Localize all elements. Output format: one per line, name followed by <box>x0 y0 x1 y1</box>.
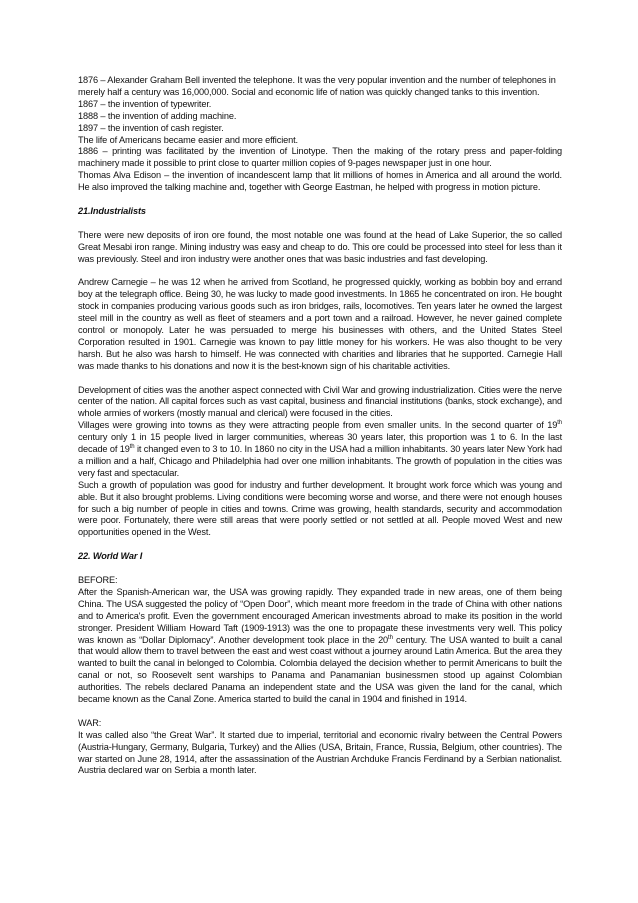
before-text-a: After the Spanish-American war, the USA was growing rapidly. They expanded trade in new areas, one of them being China. The USA suggested the policy of “Open Door”, which meant more freedom in the trade of China with other nations and to America's profit. Even the government encouraged American investments abroad to make its position in the world stronger. President William Howard Taft (1909-1913) was the one to propagate these investments very well. This policy was known as “Dollar Diplomacy”. Another development took place in the 20 <box>78 586 562 645</box>
intro-life: The life of Americans became easier and more efficient. <box>78 134 298 145</box>
superscript-th: th <box>388 634 393 641</box>
superscript-th: th <box>129 443 135 450</box>
section-heading-world-war-1: 22. World War I <box>78 551 143 562</box>
intro-linotype: 1886 – printing was facilitated by the invention of Linotype. Then the making of the rotary press and paper-folding machinery made it possible to print close to quarter million copies of 9-pages newspaper just in one hour. <box>78 146 562 169</box>
paragraph-war: It was called also “the Great War”. It started due to imperial, territorial and economic rivalry between the Central Powers (Austria-Hungary, Germany, Bulgaria, Turkey) and the Allies (USA, Britain, France, Russia, Belgium, other countries). The war started on June 28, 1914, after the assassination of the Austrian Archduke Francis Ferdinand by a Serbian nationalist. Austria declared war on Serbia a month later. <box>78 729 562 776</box>
paragraph-population-growth: Such a growth of population was good for industry and further development. It brought work force which was young and able. But it also brought problems. Living conditions were becoming worse and worse, and there were not enough houses for such a big number of people in cities and towns. Crime was growing, health standards, security and accommodation were poor. Fortunately, there were still areas that were poorly settled or not settled at all. People moved West and new opportunities opened in the West. <box>78 479 562 538</box>
superscript-th: th <box>557 420 562 427</box>
intro-adding-machine: 1888 – the invention of adding machine. <box>78 110 237 121</box>
intro-cash-register: 1897 – the invention of cash register. <box>78 122 224 133</box>
villages-text-c: it changed even to 3 to 10. In 1860 no city in the USA had a million inhabitants. 30 years later New York had a million and a half, Chicago and Philadelphia had over one million inhabitants. The growth of population in the cities was very fast and spectacular. <box>78 444 562 478</box>
villages-text-a: Villages were growing into towns as they were attracting people from even smaller units. In the second quarter of 19 <box>78 420 558 431</box>
paragraph-iron-ore: There were new deposits of iron ore found, the most notable one was found at the head of Lake Superior, the so called Great Mesabi iron range. Mining industry was easy and cheap to do. This ore could be processed into steel for less than it was previously. Steel and iron industry were another ones that was basic industries and fast developing. <box>78 229 562 264</box>
inventions-list <box>78 75 562 194</box>
paragraph-villages <box>78 420 562 480</box>
paragraph-cities: Development of cities was the another aspect connected with Civil War and growing industrialization. Cities were the nerve center of the nation. All capital forces such as vast capital, business and financial institutions (banks, stock exchange), and whole armies of workers (mostly manual and clerical) were focused in the cities. <box>78 384 562 419</box>
intro-telephone: 1876 – Alexander Graham Bell invented the telephone. It was the very popular invention and the number of telephones in merely half a century was 16,000,000. Social and economic life of nation was quickly changed tanks to this invention. <box>78 75 556 97</box>
before-label: BEFORE: <box>78 574 118 585</box>
paragraph-before <box>78 587 562 706</box>
section-heading-industrialists: 21.Industrialists <box>78 205 146 216</box>
intro-typewriter: 1867 – the invention of typewriter. <box>78 98 212 109</box>
war-label: WAR: <box>78 717 102 728</box>
before-text-b: century. The USA wanted to built a canal that would allow them to travel between the east and west coast without a journey around Latin America. But the area they wanted to built the canal in belonged to Colombia. Colombia delayed the decision whether to permit Americans to built the canal or not, so Roosevelt sent warships to Panama and Panamanian businessmen stood up against Colombian authorities. The rebels declared Panama an independent state and the USA was given the land for the canal, which became known as the Canal Zone. America started to build the canal in 1904 and finished in 1914. <box>78 634 562 705</box>
intro-edison: Thomas Alva Edison – the invention of incandescent lamp that lit millions of homes in America and all around the world. He also improved the talking machine and, together with George Eastman, he helped with progress in motion picture. <box>78 170 562 193</box>
document-page <box>78 75 562 777</box>
paragraph-carnegie: Andrew Carnegie – he was 12 when he arrived from Scotland, he progressed quickly, working as bobbin boy and errand boy at the telegraph office. Being 30, he was lucky to made good investments. In 1865 he concentrated on iron. He bought stock in companies producing various goods such as iron bridges, rails, locomotives. Ten years later he owned the largest steel mill in the country as well as fleet of steamers and a port town and a railroad. However, he never gained complete control or monopoly. Later he was persuaded to merge his businesses with others, and the United States Steel Corporation resulted in 1901. Carnegie was known to pay little money for his workers. He was also thought to be very harsh. But he also was harsh to himself. He was connected with charities and libraries that he supported. Carnegie Hall was made thanks to his donations and now it is the best-known sign of his charitable activities. <box>78 277 562 371</box>
villages-text-b: century only 1 in 15 people lived in larger communities, whereas 30 years later, this proportion was 1 to 6. In the last decade of 19 <box>78 432 562 455</box>
